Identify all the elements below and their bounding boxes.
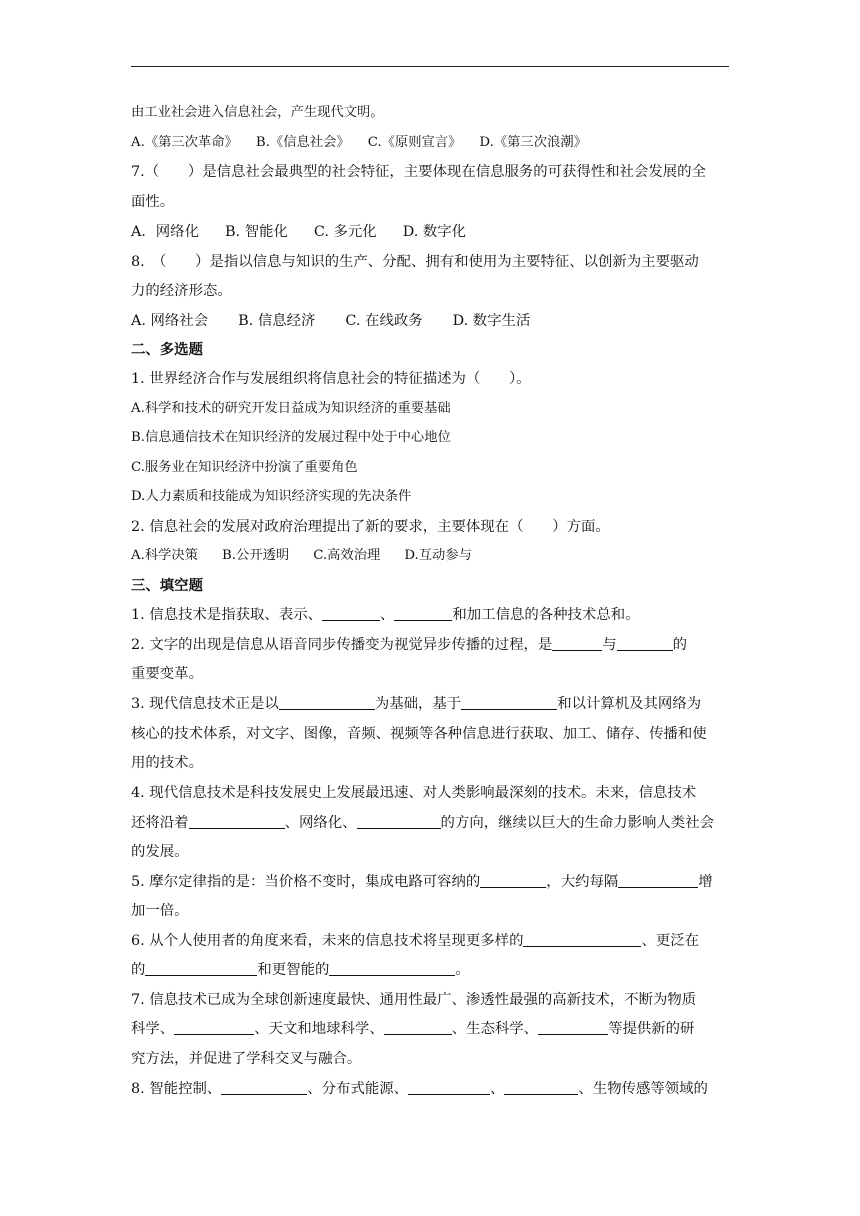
fq3-text: 3. 现代信息技术正是以 [131, 696, 279, 712]
fq3-blank-2[interactable] [461, 695, 557, 710]
q8-option-a[interactable]: A. 网络社会 [131, 313, 209, 329]
fq3-text: 为基础，基于 [374, 696, 462, 712]
fq6-blank-1[interactable] [523, 932, 641, 947]
fq2-blank-1[interactable] [552, 636, 602, 651]
mq2-option-a[interactable]: A.科学决策 [131, 548, 199, 563]
mq2-option-c[interactable]: C.高效治理 [313, 548, 381, 563]
fq8 [131, 1080, 731, 1098]
fq1-blank-2[interactable] [394, 606, 452, 621]
fq7-cont-2: 究方法，并促进了学科交叉与融合。 [131, 1051, 362, 1067]
fq5-blank-2[interactable] [618, 873, 698, 888]
fq5-cont: 加一倍。 [131, 903, 189, 919]
fq8-text: 、 [490, 1081, 505, 1097]
q6-options [131, 134, 731, 152]
fq5-text: 增 [698, 874, 713, 890]
fq8-text: 、分布式能源、 [307, 1081, 409, 1097]
mq1-option-d[interactable]: D.人力素质和技能成为知识经济实现的先决条件 [131, 489, 412, 504]
mq2-option-b[interactable]: B.公开透明 [222, 548, 290, 563]
fq6-text: 6. 从个人使用者的角度来看，未来的信息技术将呈现更多样的 [131, 933, 524, 949]
q6-stem-end: 由工业社会进入信息社会，产生现代文明。 [131, 105, 384, 120]
fq7-blank-3[interactable] [538, 1020, 608, 1035]
fq1-text: 1. 信息技术是指获取、表示、 [131, 607, 322, 623]
q8-option-c[interactable]: C. 在线政务 [345, 313, 423, 329]
mq1-option-c[interactable]: C.服务业在知识经济中扮演了重要角色 [131, 460, 358, 475]
fq1-text: 和加工信息的各种技术总和。 [452, 607, 640, 623]
fq5 [131, 873, 731, 891]
q7-stem-cont: 面性。 [131, 194, 175, 210]
fq4-cont [131, 814, 731, 832]
mq2-options [131, 547, 731, 565]
mq2-option-d[interactable]: D.互动参与 [404, 548, 472, 563]
q8-option-b[interactable]: B. 信息经济 [238, 313, 316, 329]
fq6-text: 的 [131, 962, 146, 978]
mq2-stem: 2. 信息社会的发展对政府治理提出了新的要求，主要体现在（ ）方面。 [131, 519, 610, 535]
fq1-text: 、 [380, 607, 395, 623]
fq8-text: 8. 智能控制、 [131, 1081, 222, 1097]
fq2-text: 的 [672, 637, 688, 653]
fq4-text: 、网络化、 [284, 815, 357, 831]
fq7-text: 、生态科学、 [451, 1021, 539, 1037]
fq4-blank-2[interactable] [357, 814, 441, 829]
q6-option-b[interactable]: B.《信息社会》 [255, 135, 350, 150]
fq6-cont [131, 961, 731, 979]
fq3-text: 和以计算机及其网络为 [557, 696, 702, 712]
q7-option-c[interactable]: C. 多元化 [313, 224, 377, 240]
fq7: 7. 信息技术已成为全球创新速度最快、通用性最广、渗透性最强的高新技术，不断为物质 [131, 992, 697, 1008]
fq6-text: 。 [455, 962, 470, 978]
fq6-blank-3[interactable] [329, 961, 455, 976]
fq2-text: 与 [602, 637, 617, 653]
q8-stem-cont: 力的经济形态。 [131, 283, 232, 299]
fq8-blank-2[interactable] [408, 1080, 490, 1095]
fq4-blank-1[interactable] [189, 814, 285, 829]
q6-option-d[interactable]: D.《第三次浪潮》 [479, 135, 587, 150]
fq8-blank-1[interactable] [221, 1080, 307, 1095]
fq6-blank-2[interactable] [145, 961, 257, 976]
fq4-text: 的方向，继续以巨大的生命力影响人类社会 [440, 815, 714, 831]
fq7-blank-2[interactable] [384, 1020, 452, 1035]
fq1 [131, 606, 731, 624]
fq8-blank-3[interactable] [504, 1080, 578, 1095]
fq7-text: 等提供新的研 [608, 1021, 695, 1037]
fq3-blank-1[interactable] [279, 695, 375, 710]
fq5-blank-1[interactable] [480, 873, 546, 888]
fq2-text: 2. 文字的出现是信息从语音同步传播变为视觉异步传播的过程，是 [131, 637, 553, 653]
section-fill-blank-heading: 三、填空题 [131, 577, 203, 594]
header-rule [131, 66, 729, 67]
fq4-cont-2: 的发展。 [131, 844, 189, 860]
mq1-stem: 1. 世界经济合作与发展组织将信息社会的特征描述为（ ）。 [131, 371, 531, 387]
fq3-cont: 核心的技术体系，对文字、图像，音频、视频等各种信息进行获取、加工、储存、传播和使 [131, 726, 707, 742]
fq2 [131, 636, 731, 654]
fq2-blank-2[interactable] [617, 636, 673, 651]
fq7-blank-1[interactable] [174, 1020, 254, 1035]
q6-option-a[interactable]: A.《第三次革命》 [131, 135, 238, 150]
fq3-cont-2: 用的技术。 [131, 755, 203, 771]
fq5-text: 5. 摩尔定律指的是：当价格不变时，集成电路可容纳的 [131, 874, 481, 890]
fq5-text: ，大约每隔 [546, 874, 619, 890]
q8-stem: 8. （ ）是指以信息与知识的生产、分配、拥有和使用为主要特征、以创新为主要驱动 [131, 254, 699, 270]
q7-options [131, 223, 731, 241]
fq4: 4. 现代信息技术是科技发展史上发展最迅速、对人类影响最深刻的技术。未来，信息技术 [131, 785, 697, 801]
fq3 [131, 695, 731, 713]
q7-stem: 7.（ ）是信息社会最典型的社会特征，主要体现在信息服务的可获得性和社会发展的全 [131, 164, 706, 180]
q6-option-c[interactable]: C.《原则宣言》 [367, 135, 462, 150]
fq4-text: 还将沿着 [131, 815, 189, 831]
fq8-text: 、生物传感等领域的 [578, 1081, 708, 1097]
fq2-cont: 重要变革。 [131, 666, 203, 682]
q7-option-b[interactable]: B. 智能化 [224, 224, 288, 240]
fq7-text: 、天文和地球科学、 [254, 1021, 384, 1037]
q8-option-d[interactable]: D. 数字生活 [452, 313, 531, 329]
q7-option-a[interactable]: A．网络化 [131, 224, 199, 240]
fq7-cont [131, 1020, 731, 1038]
mq1-option-b[interactable]: B.信息通信技术在知识经济的发展过程中处于中心地位 [131, 430, 451, 445]
fq6-text: 、更泛在 [641, 933, 700, 949]
fq6 [131, 932, 731, 950]
section-multiple-choice-heading: 二、多选题 [131, 341, 203, 358]
q8-options [131, 312, 731, 330]
fq7-text: 科学、 [131, 1021, 175, 1037]
fq6-text: 和更智能的 [257, 962, 330, 978]
fq1-blank-1[interactable] [322, 606, 380, 621]
q7-option-d[interactable]: D. 数字化 [402, 224, 467, 240]
mq1-option-a[interactable]: A.科学和技术的研究开发日益成为知识经济的重要基础 [131, 401, 451, 416]
